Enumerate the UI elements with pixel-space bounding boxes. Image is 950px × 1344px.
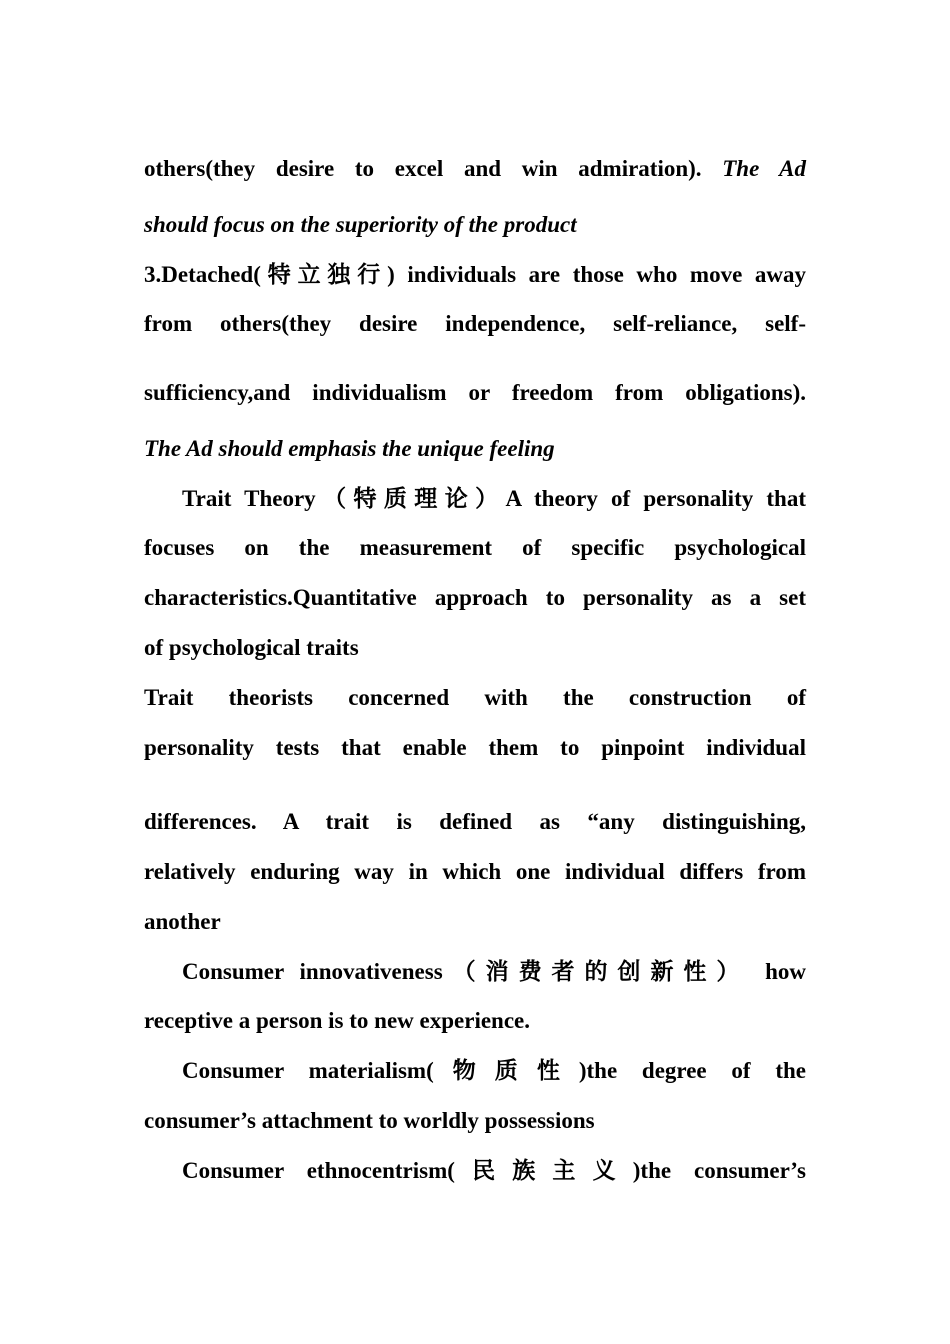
text-line: Consumer innovativeness（消费者的创新性） how [182,959,806,984]
text-line: Consumer ethnocentrism(民族主义)the consumer’s [182,1158,806,1183]
text-line: Trait Theory（特质理论）A theory of personality that [182,486,806,511]
text-line: of psychological traits [144,635,359,660]
text-line: consumer’s attachment to worldly possessions [144,1108,595,1133]
text-line: personality tests that enable them to pinpoint individual [144,735,806,760]
text-line: relatively enduring way in which one individual differs from [144,859,806,884]
text-line: Trait theorists concerned with the construction of [144,685,806,710]
text-line: sufficiency,and individualism or freedom from obligations). [144,380,806,405]
text-line: differences. A trait is defined as “any distinguishing, [144,809,806,834]
text-line: characteristics.Quantitative approach to personality as a set [144,585,806,610]
text-line: from others(they desire independence, self-reliance, self- [144,311,806,336]
text-line: 3.Detached(特立独行) individuals are those who move away [144,262,806,287]
text-line: receptive a person is to new experience. [144,1008,531,1033]
text-line: Consumer materialism(物质性)the degree of the [182,1058,806,1083]
text-line: should focus on the superiority of the product [144,212,577,237]
text-line: others(they desire to excel and win admiration). The Ad [144,156,806,181]
text-line: The Ad should emphasis the unique feeling [144,436,555,461]
text-line: another [144,909,221,934]
italic-text: The Ad [722,156,806,181]
text-line: focuses on the measurement of specific psychological [144,535,806,560]
